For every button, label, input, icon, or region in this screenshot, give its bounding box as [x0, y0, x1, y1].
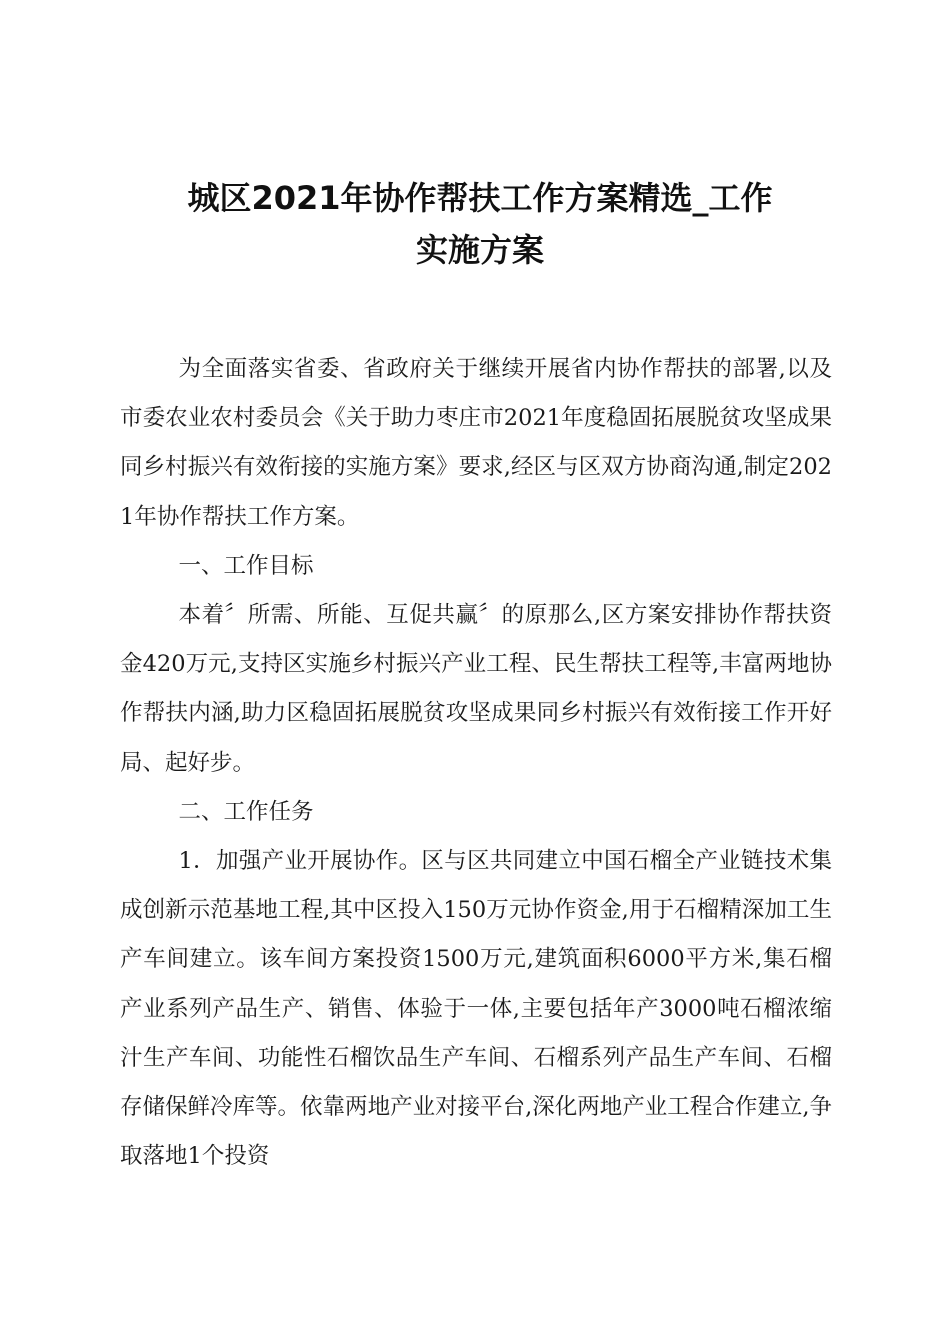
document-title: [120, 172, 840, 276]
document-body: [120, 345, 832, 1181]
task-1-paragraph: 1．加强产业开展协作。区与区共同建立中国石榴全产业链技术集成创新示范基地工程,其中区投入150万元协作资金,用于石榴精深加工生产车间建立。该车间方案投资1500万元,建筑面积6000平方米,集石榴产业系列产品生产、销售、体验于一体,主要包括年产3000吨石榴浓缩汁生产车间、功能性石榴饮品生产车间、石榴系列产品生产车间、石榴存储保鲜冷库等。依靠两地产业对接平台,深化两地产业工程合作建立,争取落地1个投资: [120, 848, 832, 1170]
intro-paragraph: 为全面落实省委、省政府关于继续开展省内协作帮扶的部署,以及市委农业农村委员会《关于助力枣庄市2021年度稳固拓展脱贫攻坚成果同乡村振兴有效衔接的实施方案》要求,经区与区双方协商沟通,制定2021年协作帮扶工作方案。: [120, 356, 832, 530]
section-heading-goals: 一、工作目标: [178, 552, 314, 579]
section-heading-tasks: 二、工作任务: [178, 798, 314, 825]
title-line-2: 实施方案: [415, 231, 544, 269]
title-line-1: 城区2021年协作帮扶工作方案精选_工作: [187, 179, 773, 217]
goals-paragraph: 本着〞所需、所能、互促共赢〞的原那么,区方案安排协作帮扶资金420万元,支持区实施乡村振兴产业工程、民生帮扶工程等,丰富两地协作帮扶内涵,助力区稳固拓展脱贫攻坚成果同乡村振兴有效衔接工作开好局、起好步。: [120, 602, 832, 776]
